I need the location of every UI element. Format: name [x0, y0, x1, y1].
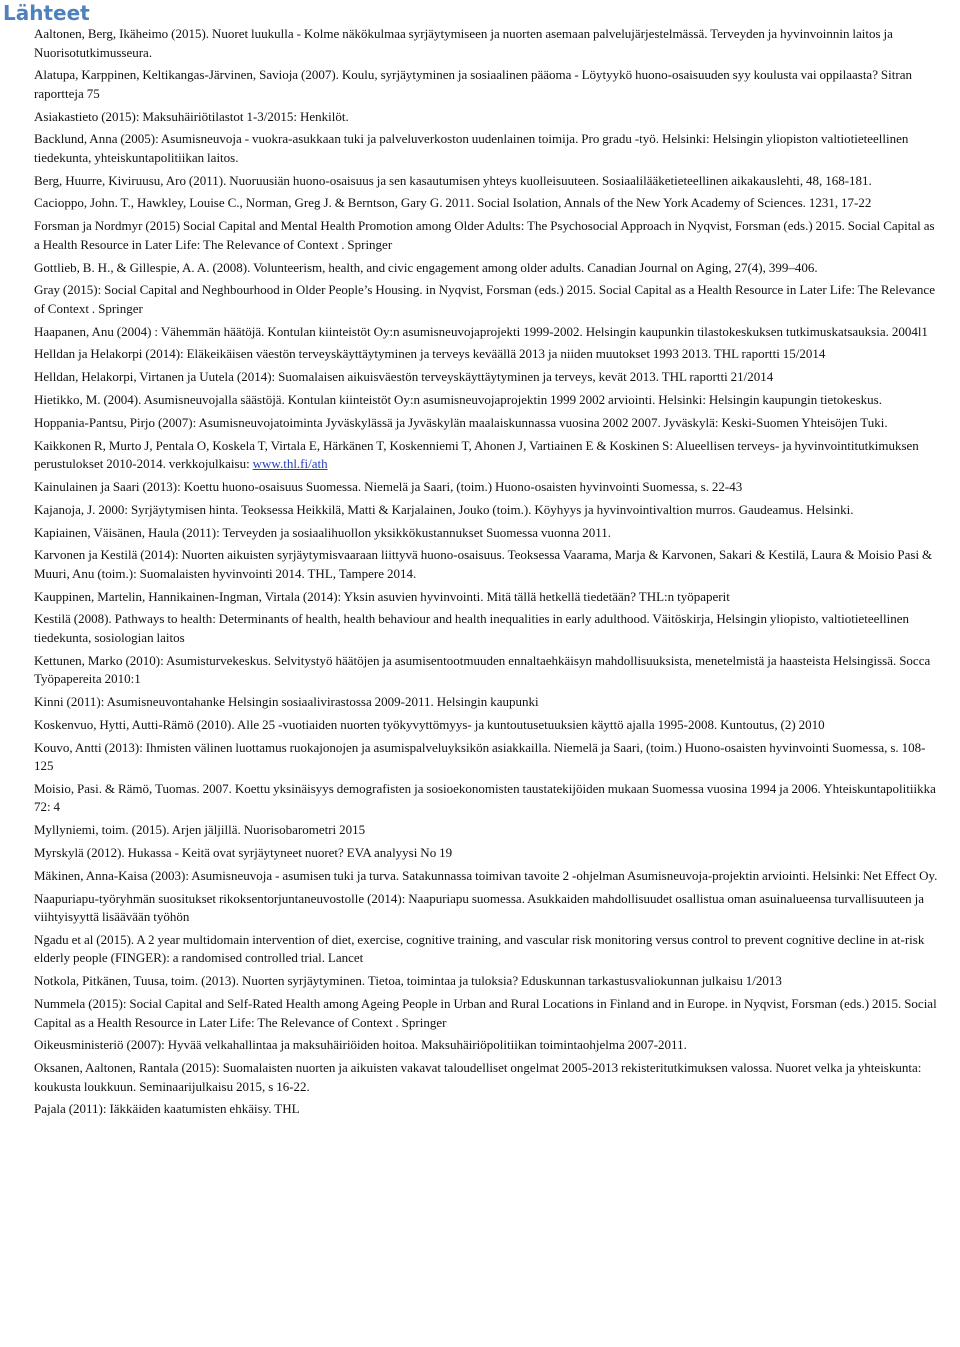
reference-entry: Kestilä (2008). Pathways to health: Determinants of health, health behaviour and health inequalities in early adulthood. Väitöskirja, Helsingin yliopisto, valtiotieteellinen tiedekunta, sosiologian laitos [34, 611, 909, 645]
reference-entry: Mäkinen, Anna-Kaisa (2003): Asumisneuvoja - asumisen tuki ja turva. Satakunnassa toimivan tavoite 2 -ohjelman Asumisneuvoja-projektin arviointi. Helsinki: Net Effect Oy. [34, 867, 938, 883]
reference-entry: Kauppinen, Martelin, Hannikainen-Ingman, Virtala (2014): Yksin asuvien hyvinvointi. Mitä tällä hetkellä tiedetään? THL:n työpaperit [34, 588, 730, 604]
reference-text: Kaikkonen R, Murto J, Pentala O, Koskela T, Virtala E, Härkänen T, Koskenniemi T, Ahonen J, Vartiainen E & Koskinen S: Alueellisen terveys- ja hyvinvointitutkimuksen perustulokset 2010-2014. verkkojulkaisu: [34, 437, 919, 472]
reference-entry: Kajanoja, J. 2000: Syrjäytymisen hinta. Teoksessa Heikkilä, Matti & Karjalainen, Jouko (toim.). Köyhyys ja hyvinvointivaltion murros. Gaudeamus. Helsinki. [34, 501, 854, 517]
thl-link[interactable]: www.thl.fi/ath [252, 456, 328, 472]
reference-entry: Myllyniemi, toim. (2015). Arjen jäljillä. Nuorisobarometri 2015 [34, 822, 366, 838]
reference-entry: Backlund, Anna (2005): Asumisneuvoja - vuokra-asukkaan tuki ja palveluverkoston uudenlainen toimija. Pro gradu -työ. Helsinki: Helsingin yliopiston valtiotieteellinen tiedekunta, yhteiskuntapolitiikan laitos. [34, 131, 909, 165]
reference-entry: Oksanen, Aaltonen, Rantala (2015): Suomalaisten nuorten ja aikuisten vakavat taloudelliset ongelmat 2005-2013 rekisteritutkimuksen valossa. Nuoret velka ja yhteiskunta: koukusta loukkuun. Seminaarijulkaisu 2015, s 16-22. [34, 1060, 922, 1094]
reference-entry: Kettunen, Marko (2010): Asumisturvekeskus. Selvitystyö häätöjen ja asumisentootmuuden ennaltaehkäisyn mahdollisuuksista, menetelmistä ja haasteista Helsingissä. Socca Työpapereita 2010:1 [34, 652, 931, 687]
reference-entry: Helldan, Helakorpi, Virtanen ja Uutela (2014): Suomalaisen aikuisväestön terveyskäyttäytyminen ja terveys, kevät 2013. THL raportti 21/2014 [34, 369, 774, 385]
reference-entry: Ngadu et al (2015). A 2 year multidomain intervention of diet, exercise, cognitive training, and vascular risk monitoring versus control to prevent cognitive decline in at-risk elderly people (FINGER): a randomised controlled trial. Lancet [34, 931, 925, 966]
reference-entry: Hietikko, M. (2004). Asumisneuvojalla säästöjä. Kontulan kiinteistöt Oy:n asumisneuvojaprojektin 1999 2002 arviointi. Helsinki: Helsingin kaupungin tietokeskus. [34, 392, 882, 408]
reference-entry: Hoppania-Pantsu, Pirjo (2007): Asumisneuvojatoiminta Jyväskylässä ja Jyväskylän maalaiskunnassa vuosina 2002 2007. Jyväskylä: Keski-Suomen Yhteisöjen Tuki. [34, 414, 888, 430]
reference-entry: Pajala (2011): Iäkkäiden kaatumisten ehkäisy. THL [34, 1101, 300, 1117]
reference-entry: Cacioppo, John. T., Hawkley, Louise C., Norman, Greg J. & Berntson, Gary G. 2011. Social Isolation, Annals of the New York Academy of Sciences. 1231, 17-22 [34, 195, 872, 211]
reference-entry: Aaltonen, Berg, Ikäheimo (2015). Nuoret luukulla - Kolme näkökulmaa syrjäytymiseen ja nuorten asemaan palvelujärjestelmässä. Terveyden ja hyvinvoinnin laitos ja Nuorisotutkimusseura. [34, 26, 893, 60]
reference-entry: Haapanen, Anu (2004) : Vähemmän häätöjä. Kontulan kiinteistöt Oy:n asumisneuvojaprojekti 1999-2002. Helsingin kaupunkin tilastokeskuksen tutkimuskatsauksia. 2004l1 [34, 323, 928, 339]
reference-entry: Myrskylä (2012). Hukassa - Keitä ovat syrjäytyneet nuoret? EVA analyysi No 19 [34, 845, 453, 861]
reference-entry: Nummela (2015): Social Capital and Self-Rated Health among Ageing People in Urban and Rural Locations in Finland and in Europe. in Nyqvist, Forsman (eds.) 2015. Social Capital as a Health Resource in Later Life: The Relevance of Context . Springer [34, 996, 937, 1030]
reference-entry: Kinni (2011): Asumisneuvontahanke Helsingin sosiaalivirastossa 2009-2011. Helsingin kaupunki [34, 694, 539, 710]
reference-entry: Notkola, Pitkänen, Tuusa, toim. (2013). Nuorten syrjäytyminen. Tietoa, toimintaa ja tuloksia? Eduskunnan tarkastusvaliokunnan julkaisu 1/2013 [34, 973, 782, 989]
reference-list [34, 25, 940, 1119]
reference-entry: Moisio, Pasi. & Rämö, Tuomas. 2007. Koettu yksinäisyys demografisten ja sosioekonomisten taustatekijöiden mukaan Suomessa vuosina 1994 ja 2006. Yhteiskuntapolitiikka 72: 4 [34, 780, 936, 815]
reference-entry: Kainulainen ja Saari (2013): Koettu huono-osaisuus Suomessa. Niemelä ja Saari, (toim.) Huono-osaisten hyvinvointi Suomessa, s. 22-43 [34, 478, 743, 494]
reference-entry: Koskenvuo, Hytti, Autti-Rämö (2010). Alle 25 -vuotiaiden nuorten työkyvyttömyys- ja kuntoutusetuuksien käyttö ajalla 1995-2008. Kuntoutus, (2) 2010 [34, 716, 825, 732]
reference-entry: Helldan ja Helakorpi (2014): Eläkeikäisen väestön terveyskäyttäytyminen ja terveys keväällä 2013 ja niiden muutokset 1993 2013. THL raportti 15/2014 [34, 346, 826, 362]
reference-entry: Naapuriapu-työryhmän suositukset rikoksentorjuntaneuvostolle (2014): Naapuriapu suomessa. Asukkaiden mahdollisuudet osallistua oman asuinalueensa turvallisuuteen ja viihtyisyyttä lisäävään työhön [34, 890, 924, 925]
reference-entry: Oikeusministeriö (2007): Hyvää velkahallintaa ja maksuhäiriöiden hoitoa. Maksuhäiriöpolitiikan toimintaohjelma 2007-2011. [34, 1037, 687, 1053]
reference-entry: Kouvo, Antti (2013): Ihmisten välinen luottamus ruokajonojen ja asumispalveluyksikön asiakkailla. Niemelä ja Saari, (toim.) Huono-osaisten hyvinvointi Suomessa, s. 108-125 [34, 739, 926, 774]
reference-entry: Alatupa, Karppinen, Keltikangas-Järvinen, Savioja (2007). Koulu, syrjäytyminen ja sosiaalinen pääoma - Löytyykö huono-osaisuuden syy koulusta vai oppilaasta? Sitran raportteja 75 [34, 67, 912, 101]
page-title: Lähteet [3, 1, 90, 25]
reference-entry: Gottlieb, B. H., & Gillespie, A. A. (2008). Volunteerism, health, and civic engagement among older adults. Canadian Journal on Aging, 27(4), 399–406. [34, 259, 818, 275]
reference-entry: Karvonen ja Kestilä (2014): Nuorten aikuisten syrjäytymisvaaraan liittyvä huono-osaisuus. Teoksessa Vaarama, Marja & Karvonen, Sakari & Kestilä, Laura & Moisio Pasi & Muuri, Anu (toim.): Suomalaisten hyvinvointi 2014. THL, Tampere 2014. [34, 547, 933, 581]
reference-entry: Asiakastieto (2015): Maksuhäiriötilastot 1-3/2015: Henkilöt. [34, 108, 349, 124]
reference-entry: Gray (2015): Social Capital and Neghbourhood in Older People’s Housing. in Nyqvist, Forsman (eds.) 2015. Social Capital as a Health Resource in Later Life: The Relevance of Context . Springer [34, 282, 935, 316]
reference-entry: Berg, Huurre, Kiviruusu, Aro (2011). Nuoruusiän huono-osaisuus ja sen kasautumisen yhteys kuolleisuuteen. Sosiaalilääketieteellinen aikakauslehti, 48, 168-181. [34, 172, 872, 188]
reference-entry: Forsman ja Nordmyr (2015) Social Capital and Mental Health Promotion among Older Adults: The Psychosocial Approach in Nyqvist, Forsman (eds.) 2015. Social Capital as a Health Resource in Later Life: The Relevance of Context . Springer [34, 218, 935, 252]
reference-entry [34, 437, 940, 474]
reference-entry: Kapiainen, Väisänen, Haula (2011): Terveyden ja sosiaalihuollon yksikkökustannukset Suomessa vuonna 2011. [34, 524, 612, 540]
